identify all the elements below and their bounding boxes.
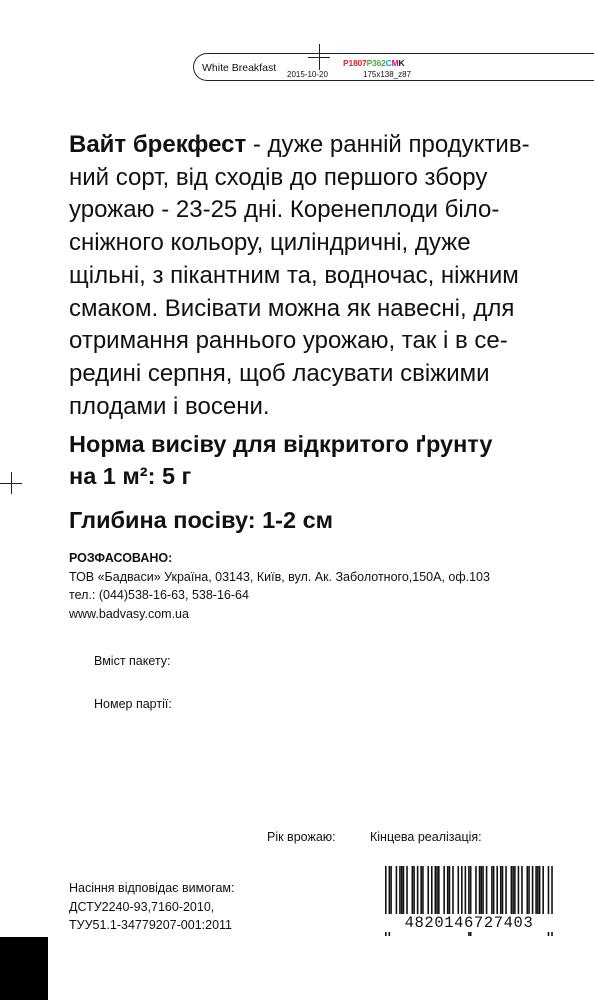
description-line: плодами і восени.: [69, 392, 270, 420]
color-code-5: K: [398, 58, 405, 68]
packer-phones: тел.: (044)538-16-63, 538-16-64: [69, 588, 249, 602]
registration-mark-left: [0, 472, 22, 494]
sowing-depth: Глибина посіву: 1-2 см: [69, 507, 334, 533]
color-code-1: P1807: [343, 58, 367, 68]
packer-title: РОЗФАСОВАНО:: [69, 551, 173, 565]
packer-company: ТОВ «Бадваси» Україна, 03143, Київ, вул. Ак. Заболотного,150А, оф.103: [69, 569, 490, 584]
variety-name: Вайт брекфест: [69, 131, 247, 158]
color-code-4: M: [391, 58, 399, 68]
packer-website: www.badvasy.com.ua: [69, 606, 189, 621]
description-line: сніжного кольору, циліндричні, дуже: [69, 229, 471, 257]
description-line: смаком. Висівати можна як навесні, для: [69, 294, 515, 322]
description-line: - дуже ранній продуктив-: [246, 131, 530, 158]
description-line: отримання раннього урожаю, так і в се-: [69, 327, 508, 355]
sowing-norm: [69, 428, 569, 492]
print-corner-block: [0, 937, 48, 1000]
package-content-label: Вміст пакету:: [94, 654, 171, 668]
color-code-2: P362: [366, 58, 386, 68]
seed-standards-line3: ТУУ51.1-34779207-001:2011: [69, 918, 232, 932]
sowing-norm-line2: на 1 м²: 5 г: [69, 463, 192, 489]
barcode-digits: 4820146727403: [385, 914, 553, 932]
batch-number-label: Номер партії:: [94, 697, 172, 711]
description-line: урожаю - 23-25 дні. Коренеплоди біло-: [69, 196, 500, 224]
registration-mark-top: [308, 44, 330, 70]
description-line: редині серпня, щоб ласувати свіжими: [69, 359, 490, 387]
sowing-norm-line1: Норма висіву для відкритого ґрунту: [69, 431, 493, 457]
print-date: 2015-10-20: [287, 70, 328, 79]
print-size: 175x138_z87: [363, 70, 412, 79]
seed-standards-line2: ДСТУ2240-93,7160-2010,: [69, 899, 215, 914]
seed-standards-line1: Насіння відповідає вимогам:: [69, 881, 235, 895]
expiry-date-label: Кінцева реалізація:: [370, 830, 482, 844]
seed-standards: [69, 879, 234, 935]
harvest-year-label: Рік врожаю:: [267, 830, 336, 844]
color-codes: [343, 58, 404, 68]
packer-info: [69, 549, 589, 623]
color-code-3: C: [385, 58, 392, 68]
variety-label-latin: White Breakfast: [202, 62, 277, 74]
variety-description: [69, 129, 560, 423]
description-line: ний сорт, від сходів до першого збору: [69, 163, 488, 191]
description-line: щільні, з пікантним та, водночас, ніжним: [69, 261, 519, 289]
